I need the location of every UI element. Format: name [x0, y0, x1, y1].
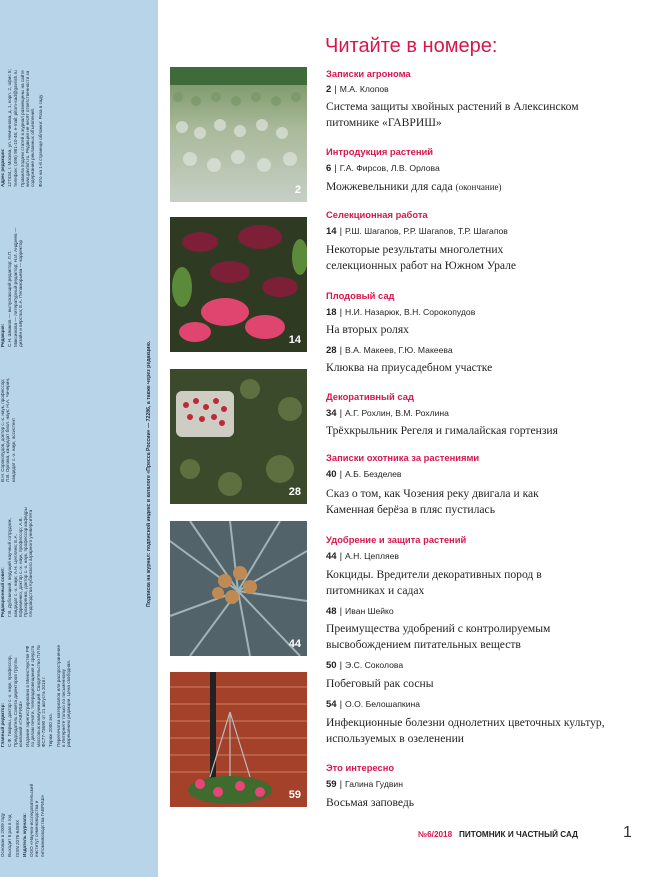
- toc-entry-meta: 14 | Р.Ш. Шагапов, Р.Р. Шагапов, Т.Р. Шагапов: [326, 226, 508, 237]
- entry-authors: М.А. Клопов: [339, 84, 389, 94]
- imprint-publisher-text: ООО «Научно-исследовательский институт семеноводства и питомниководства ГАВРИШ»: [29, 783, 45, 857]
- imprint-editor-text: С.Ф. Гавриш, доктор с.-х. наук, профессор, Председатель Совета директоров Группы компаний «ГАВРИШ»: [7, 655, 23, 747]
- imprint-column: [0, 0, 158, 877]
- photo-hanging-basket-image: [170, 672, 307, 807]
- imprint-site-text: Правила подачи статей в журнал размещены на сайте www.gavrish.ru. Редакция не несёт ответственности за содержание рекламных объявлений.: [19, 70, 36, 187]
- entry-page: 50: [326, 660, 337, 671]
- entry-title[interactable]: Клюква на приусадебном участке: [326, 361, 493, 374]
- imprint-registration: Издание зарегистрировано в Министерстве РФ по делам печати, телерадиовещания и средств массовых коммуникаций. Свидетельство ПИ № ФС77-73690 от 21 августа 2018 г.: [25, 645, 47, 747]
- entry-page: 48: [326, 606, 337, 617]
- entry-title-note: (окончание): [455, 182, 502, 192]
- photo-fir-branch: [170, 521, 307, 656]
- toc-entry-meta: 59 | Галина Гудвин: [326, 779, 403, 790]
- toc-entry-meta: 48 | Иван Шейко: [326, 606, 394, 617]
- photo-cranberry: [170, 369, 307, 504]
- entry-authors: А.Н. Цепляев: [345, 551, 399, 561]
- photo-badge: 44: [288, 638, 301, 650]
- entry-page: 14: [326, 226, 337, 237]
- entry-page: 59: [326, 779, 337, 790]
- section-heading: Интродукция растений: [326, 146, 434, 157]
- section-heading: Удобрение и защита растений: [326, 534, 467, 545]
- imprint-rotated-block: [0, 0, 158, 877]
- imprint-col-5: [0, 227, 25, 347]
- entry-title[interactable]: Кокциды. Вредители декоративных пород в питомниках и садах: [326, 568, 542, 597]
- entry-authors: Э.С. Соколова: [345, 660, 404, 670]
- photo-badge: 2: [294, 184, 301, 196]
- issue-number: №6/2018: [418, 830, 453, 839]
- imprint-col-3: [0, 507, 36, 617]
- entry-title[interactable]: Трёхкрыльник Регеля и гималайская гортензия: [326, 424, 558, 437]
- entry-page: 54: [326, 699, 337, 710]
- imprint-staff-text: С.Н. Шмаков — выпускающий редактор; Л.П. Максимова — литературный редактор; Н.И. Андреев — дизайн и вёрстка; Е.А. Пеламорьева — корректор: [7, 227, 23, 347]
- imprint-address-label: Адрес редакции:: [0, 148, 5, 187]
- toc-entry-meta: 2 | М.А. Клопов: [326, 84, 389, 95]
- entry-title[interactable]: Инфекционные болезни однолетних цветочных культур, используемых в озеленении: [326, 716, 605, 745]
- imprint-staff-label: Редакция:: [0, 323, 5, 347]
- toc-title: Читайте в номере:: [325, 35, 498, 57]
- imprint-editor-label: Главный редактор:: [0, 703, 5, 747]
- entry-page: 34: [326, 408, 337, 419]
- imprint-col-6: [0, 67, 45, 187]
- entry-title-text: Можжевельники для сада: [326, 180, 453, 193]
- imprint-board-label: Редакционный совет:: [0, 567, 5, 617]
- entry-title[interactable]: Сказ о том, как Чозения реку двигала и как Каменная берёза в пляс пустилась: [326, 487, 539, 516]
- entry-authors: Р.Ш. Шагапов, Р.Р. Шагапов, Т.Р. Шагапов: [345, 226, 508, 236]
- entry-title[interactable]: На вторых ролях: [326, 323, 409, 336]
- imprint-col-1: [0, 772, 47, 857]
- toc-entry-meta: 54 | О.О. Белошапкина: [326, 699, 421, 710]
- imprint-col-4: [0, 372, 18, 482]
- entry-authors: А.Г. Рохлин, В.М. Рохлина: [345, 408, 449, 418]
- toc-entry-meta: 18 | Н.И. Назарюк, В.Н. Сорокопудов: [326, 307, 476, 318]
- imprint-address-text: 127434, г. Москва, ул. Немчинова, д. 1, корп. 2, офис 5; телефон: (495) 981-10-46; e-mail: pitom-sad@gavrish.ru: [7, 69, 18, 187]
- entry-page: 40: [326, 469, 337, 480]
- imprint-circulation: Тираж 2000 экз.: [48, 713, 54, 747]
- section-heading: Плодовый сад: [326, 290, 395, 301]
- entry-page: 28: [326, 345, 337, 356]
- section-heading: Селекционная работа: [326, 209, 428, 220]
- imprint-col-2: [0, 642, 74, 747]
- imprint-publisher-label: Издатель журнала:: [21, 813, 27, 857]
- entry-title[interactable]: Некоторые результаты многолетних селекционных работ на Южном Урале: [326, 243, 517, 272]
- entry-title[interactable]: Преимущества удобрений с контролируемым высвобождением питательных веществ: [326, 622, 551, 651]
- imprint-frequency: Выходит 6 раз в год: [7, 814, 13, 857]
- section-heading: Декоративный сад: [326, 391, 414, 402]
- imprint-board-text: Г.В. Дубовицкий, ведущий научный сотрудник, кандидат с.-х. наук; А.Н. Цепляев; Е.А. Ефременко, доктор с.-х. наук, профессор; А.В. Прохоренко, доктор с.-х. наук, профессор кафедры плодоводства Кубанского аграрного университета: [7, 507, 34, 617]
- photo-conifers: [170, 67, 307, 202]
- photo-red-leaves: [170, 217, 307, 352]
- imprint-issn: ISSN 2076-6459X: [14, 819, 20, 857]
- imprint-reprint: Перепечатка материалов или распространение в Интернете только по письменному разрешению редакции. Цена свободная.: [55, 645, 72, 747]
- photo-red-leaves-image: [170, 217, 307, 352]
- toc-entry-meta: 6 | Г.А. Фирсов, Л.В. Орлова: [326, 163, 440, 174]
- imprint-board-text-2: В.Н. Сорокопудов, доктор с.-х. наук, профессор; Л.В. Орлова, кандидат биол. наук; Н.А. Чичерин, кандидат с.-х. наук, ассистент: [0, 377, 16, 482]
- photo-fir-branch-image: [170, 521, 307, 656]
- section-heading: Записки агронома: [326, 68, 411, 79]
- journal-name: ПИТОМНИК И ЧАСТНЫЙ САД: [459, 830, 579, 839]
- entry-authors: А.Б. Безделев: [345, 469, 402, 479]
- entry-page: 18: [326, 307, 337, 318]
- entry-page: 2: [326, 84, 332, 95]
- photo-cranberry-image: [170, 369, 307, 504]
- photo-conifers-image: [170, 67, 307, 202]
- photo-hanging-basket: [170, 672, 307, 807]
- page-number: 1: [623, 824, 632, 841]
- photo-badge: 28: [288, 486, 301, 498]
- entry-title[interactable]: Восьмая заповедь: [326, 796, 415, 809]
- toc-entry-meta: 34 | А.Г. Рохлин, В.М. Рохлина: [326, 408, 449, 419]
- entry-authors: О.О. Белошапкина: [345, 699, 421, 709]
- photo-badge: 14: [288, 334, 301, 346]
- entry-title[interactable]: Система защиты хвойных растений в Алексинском питомнике «ГАВРИШ»: [326, 100, 579, 129]
- section-heading: Это интересно: [326, 762, 395, 773]
- entry-page: 6: [326, 163, 332, 174]
- entry-authors: Иван Шейко: [345, 606, 394, 616]
- toc-entry-meta: 28 | В.А. Макеев, Г.Ю. Макеева: [326, 345, 453, 356]
- imprint-cover-text: Фото на 1-й странице обложки: Роза в саду: [37, 94, 43, 187]
- entry-page: 44: [326, 551, 337, 562]
- entry-title[interactable]: [326, 179, 626, 195]
- section-heading: Записки охотника за растениями: [326, 452, 480, 463]
- entry-title[interactable]: Побеговый рак сосны: [326, 677, 434, 690]
- page-footer: [418, 830, 578, 839]
- entry-authors: Галина Гудвин: [345, 779, 403, 789]
- imprint-founded: Основан в 2009 году: [0, 813, 5, 857]
- toc-entry-meta: 44 | А.Н. Цепляев: [326, 551, 399, 562]
- entry-authors: Г.А. Фирсов, Л.В. Орлова: [339, 163, 440, 173]
- entry-authors: В.А. Макеев, Г.Ю. Макеева: [345, 345, 453, 355]
- toc-entry-meta: 40 | А.Б. Безделев: [326, 469, 402, 480]
- entry-authors: Н.И. Назарюк, В.Н. Сорокопудов: [345, 307, 476, 317]
- toc-entry-meta: 50 | Э.С. Соколова: [326, 660, 404, 671]
- imprint-subscribe: Подписка на журнал: подписной индекс в каталоге «Пресса России» — 72286, а также через редакцию.: [146, 340, 152, 607]
- photo-badge: 59: [288, 789, 301, 801]
